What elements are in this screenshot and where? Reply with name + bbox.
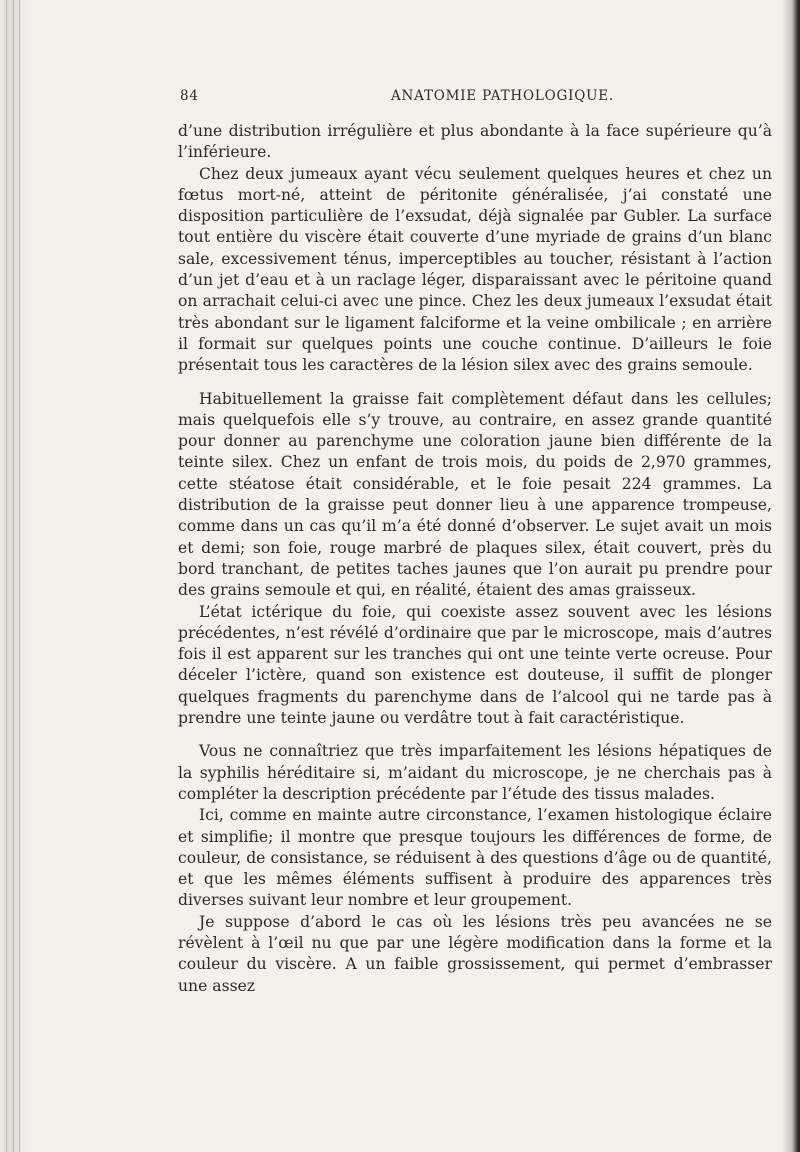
paragraph: Je suppose d’abord le cas où les lésions très peu avancées ne se révèlent à l’œil nu que par une légère modification dans la forme et la couleur du viscère. A un faible grossissement, qui permet d’embrasser une assez <box>178 912 772 995</box>
paragraph: Chez deux jumeaux ayant vécu seulement quelques heures et chez un fœtus mort-né, atteint de péritonite généralisée, j’ai constaté une disposition particulière de l’exsudat, déjà signalée par Gubler. La surface tout entière du viscère était couverte d’une myriade de grains d’un blanc sale, excessivement ténus, imperceptibles au toucher, résistant à l’action d’un jet d’eau et à un raclage léger, disparaissant avec le péritoine quand on arrachait celui-ci avec une pince. Chez les deux jumeaux l’exsudat était très abondant sur le ligament falciforme et la veine ombilicale ; en arrière il formait sur quelques points une couche continue. D’ailleurs le foie présentait tous les caractères de la lésion silex avec des grains semoule. <box>178 164 772 375</box>
page-binding-edge <box>0 0 30 1152</box>
body-text <box>178 121 772 997</box>
paragraph: Vous ne connaîtriez que très imparfaitement les lésions hépatiques de la syphilis héréditaire si, m’aidant du microscope, je ne cherchais pas à compléter la description précédente par l’étude des tissus malades. <box>178 742 772 803</box>
paragraph: d’une distribution irrégulière et plus abondante à la face supérieure qu’à l’inférieure. <box>178 122 772 162</box>
page-header <box>178 88 782 110</box>
running-title: ANATOMIE PATHOLOGIQUE. <box>391 88 614 104</box>
paragraph: Ici, comme en mainte autre circonstance, l’examen histologique éclaire et simplifie; il montre que presque toujours les différences de forme, de couleur, de consistance, se réduisent à des questions d’âge ou de quantité, et que les mêmes éléments suffisent à produire des apparences très diverses suivant leur nombre et leur groupement. <box>178 806 772 910</box>
paragraph: L’état ictérique du foie, qui coexiste assez souvent avec les lésions précédentes, n’est révélé d’ordinaire que par le microscope, mais d’autres fois il est apparent sur les tranches qui ont une teinte verte ocreuse. Pour déceler l’ictère, quand son existence est douteuse, il suffit de plonger quelques fragments du parenchyme dans de l’alcool qui ne tarde pas à prendre une teinte jaune ou verdâtre tout à fait caractéristique. <box>178 602 772 728</box>
book-page <box>178 88 782 995</box>
page-right-edge-shadow <box>782 0 800 1152</box>
page-number: 84 <box>180 88 199 104</box>
paragraph: Habituellement la graisse fait complètement défaut dans les cellules; mais quelquefois elle s’y trouve, au contraire, en assez grande quantité pour donner au parenchyme une coloration jaune bien différente de la teinte silex. Chez un enfant de trois mois, du poids de 2,970 grammes, cette stéatose était considérable, et le foie pesait 224 grammes. La distribution de la graisse peut donner lieu à une apparence trompeuse, comme dans un cas qu’il m’a été donné d’observer. Le sujet avait un mois et demi; son foie, rouge marbré de plaques silex, était couvert, près du bord tranchant, de petites taches jaunes que l’on aurait pu prendre pour des grains semoule et qui, en réalité, étaient des amas graisseux. <box>178 389 772 600</box>
